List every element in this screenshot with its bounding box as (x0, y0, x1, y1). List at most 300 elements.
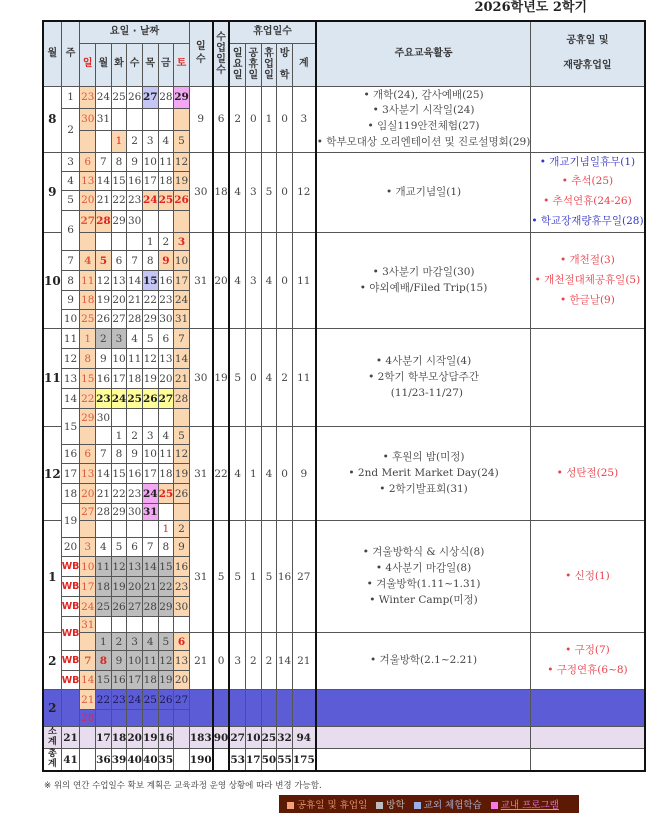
date-cell (158, 617, 174, 633)
date-cell: 26 (158, 690, 174, 710)
vacation-swatch-icon (376, 802, 383, 809)
week-label: 6 (61, 210, 80, 251)
holiday-item: • 구정(7) (565, 644, 610, 657)
header-off-closure: 휴 업 일 (261, 43, 277, 86)
date-cell: 19 (174, 171, 190, 190)
date-cell: 10 (142, 152, 158, 171)
holidays-cell (531, 521, 645, 633)
day-count: 30 (189, 152, 212, 233)
date-cell: 12 (158, 651, 174, 671)
date-cell: 12 (142, 349, 158, 369)
off-closure (261, 690, 277, 727)
off-public: 1 (245, 427, 261, 521)
off-vacation: 0 (277, 152, 293, 233)
date-cell: 1 (158, 521, 174, 538)
date-cell: 29 (142, 310, 158, 329)
total-cell (174, 749, 190, 771)
total-class-days (213, 749, 230, 771)
off-closure: 5 (261, 521, 277, 633)
off-vacation: 2 (277, 329, 293, 427)
academic-calendar-table (42, 20, 646, 772)
total-cell: 35 (158, 749, 174, 771)
date-cell: 21 (127, 291, 143, 310)
subtotal-cell: 18 (111, 727, 127, 749)
activity-item: • 겨울방학식 & 시상식(8) (362, 546, 485, 559)
header-holidays: 공휴일 및 재량휴업일 (531, 21, 645, 86)
off-sunday: 4 (229, 152, 245, 233)
date-cell: 7 (174, 329, 190, 349)
class-days: 18 (213, 152, 230, 233)
subtotal-off: 27 (229, 727, 245, 749)
subtotal-cell (174, 727, 190, 749)
week-row (43, 633, 645, 651)
total-cell: 36 (96, 749, 112, 771)
date-cell: 22 (158, 577, 174, 597)
week-label: 3 (61, 152, 80, 171)
header-fri: 금 (158, 43, 174, 86)
date-cell: 24 (142, 190, 158, 210)
date-cell: 10 (127, 651, 143, 671)
off-vacation: 0 (277, 86, 293, 152)
legend-item-school-program: 교내 프로그램 (491, 797, 559, 811)
week-label: 14 (61, 389, 80, 409)
holiday-item: • 개천절대체공휴일(5) (534, 273, 641, 286)
class-days: 6 (213, 86, 230, 152)
off-total (292, 690, 315, 727)
date-cell: 16 (158, 271, 174, 291)
date-cell: 16 (127, 171, 143, 190)
date-cell: 30 (158, 310, 174, 329)
date-cell (127, 233, 143, 251)
date-cell: 2 (174, 521, 190, 538)
off-closure: 1 (261, 86, 277, 152)
date-cell: 2 (111, 633, 127, 651)
subtotal-class-days: 90 (213, 727, 230, 749)
date-cell: 14 (96, 464, 112, 484)
week-label: WB (61, 557, 80, 577)
subtotal-off: 25 (261, 727, 277, 749)
date-cell: 20 (80, 484, 96, 504)
holidays-cell (531, 233, 645, 329)
date-cell: 19 (111, 577, 127, 597)
week-label: 7 (61, 251, 80, 271)
date-cell: 26 (174, 190, 190, 210)
week-label: 16 (61, 445, 80, 464)
date-cell (174, 108, 190, 130)
date-cell: 10 (80, 557, 96, 577)
date-cell: 2 (127, 130, 143, 152)
date-cell: 17 (127, 671, 143, 690)
week-label: 10 (61, 310, 80, 329)
activity-item: • 후원의 밤(미정) (382, 451, 465, 464)
date-cell: 6 (80, 152, 96, 171)
date-cell: 15 (142, 271, 158, 291)
activity-item: • 겨울방학(1.11~1.31) (366, 577, 481, 590)
activity-item: • 임실119안전체험(27) (367, 120, 480, 132)
date-cell: 21 (80, 690, 96, 710)
date-cell: 25 (158, 190, 174, 210)
date-cell: 5 (158, 633, 174, 651)
date-cell: 26 (96, 310, 112, 329)
total-days: 190 (189, 749, 212, 771)
date-cell: 7 (96, 445, 112, 464)
week-label: 18 (61, 484, 80, 504)
date-cell: 10 (111, 349, 127, 369)
total-week: 41 (61, 749, 80, 771)
week-label (61, 690, 80, 727)
date-cell: 25 (127, 389, 143, 409)
date-cell: 27 (174, 690, 190, 710)
off-closure: 4 (261, 427, 277, 521)
date-cell: 15 (96, 671, 112, 690)
date-cell: 12 (96, 271, 112, 291)
subtotal-off: 10 (245, 727, 261, 749)
date-cell (80, 130, 96, 152)
day-count: 31 (189, 427, 212, 521)
date-cell: 28 (142, 597, 158, 617)
off-sunday: 5 (229, 521, 245, 633)
subtotal-label: 소 계 (43, 727, 61, 749)
week-label: 13 (61, 369, 80, 389)
week-label: 15 (61, 409, 80, 445)
date-cell: 17 (142, 171, 158, 190)
date-cell: 30 (127, 504, 143, 521)
subtotal-activities (316, 727, 531, 749)
date-cell: 9 (96, 349, 112, 369)
header-day-date: 요일 · 날짜 (80, 21, 189, 43)
holidays-cell (531, 633, 645, 690)
date-cell: 27 (127, 597, 143, 617)
header-thu: 목 (142, 43, 158, 86)
holiday-item: • 추석(25) (561, 175, 614, 188)
date-cell: 8 (142, 251, 158, 271)
date-cell (158, 409, 174, 427)
date-cell: 5 (96, 251, 112, 271)
off-vacation: 14 (277, 633, 293, 690)
date-cell: 27 (80, 504, 96, 521)
month-label: 8 (43, 86, 61, 152)
header-day-count: 일 수 (189, 21, 212, 86)
week-row (43, 427, 645, 445)
date-cell: 6 (127, 538, 143, 557)
off-closure: 2 (261, 633, 277, 690)
holiday-item: • 추석연휴(24-26) (543, 195, 632, 208)
legend-item-holiday: 공휴일 및 휴업일 (287, 797, 367, 811)
week-label: 17 (61, 464, 80, 484)
date-cell: 27 (158, 389, 174, 409)
off-public: 0 (245, 86, 261, 152)
day-count: 21 (189, 633, 212, 690)
date-cell (111, 108, 127, 130)
date-cell: 1 (96, 633, 112, 651)
off-vacation: 0 (277, 233, 293, 329)
holidays-cell (531, 427, 645, 521)
date-cell: 9 (174, 538, 190, 557)
date-cell: 14 (96, 171, 112, 190)
activity-item: • 3사분기 마감일(30) (372, 266, 475, 278)
week-row (43, 86, 645, 108)
date-cell (96, 233, 112, 251)
off-vacation: 0 (277, 427, 293, 521)
date-cell: 25 (111, 86, 127, 108)
date-cell: 17 (174, 271, 190, 291)
date-cell: 4 (142, 633, 158, 651)
date-cell: 15 (111, 464, 127, 484)
date-cell: 22 (142, 291, 158, 310)
date-cell: 19 (96, 291, 112, 310)
date-cell: 23 (174, 577, 190, 597)
date-cell (142, 210, 158, 233)
date-cell: 10 (174, 251, 190, 271)
holiday-item: • 구정연휴(6~8) (547, 664, 628, 677)
date-cell: 8 (111, 445, 127, 464)
date-cell: 5 (142, 329, 158, 349)
day-count: 31 (189, 521, 212, 633)
date-cell: 31 (81, 618, 95, 631)
class-days: 20 (213, 233, 230, 329)
week-label: 9 (61, 291, 80, 310)
date-cell (111, 710, 127, 727)
date-cell (111, 521, 127, 538)
holiday-item: • 개천절(3) (560, 253, 615, 266)
subtotal-row (43, 727, 645, 749)
holidays-cell (531, 329, 645, 427)
total-off: 17 (245, 749, 261, 771)
total-activities (316, 749, 531, 771)
date-cell: 21 (96, 484, 112, 504)
date-cell: 31 (96, 108, 112, 130)
date-cell (174, 409, 190, 427)
date-cell: 28 (96, 504, 112, 521)
subtotal-days: 183 (189, 727, 212, 749)
date-cell (158, 108, 174, 130)
date-cell: 23 (80, 86, 96, 108)
week-label: WB (61, 617, 80, 651)
header-wed: 수 (127, 43, 143, 86)
date-cell: 21 (174, 369, 190, 389)
week-label: WB (61, 651, 80, 671)
date-cell: 1 (111, 130, 127, 152)
off-public (245, 690, 261, 727)
date-cell: 27 (142, 86, 158, 108)
week-row (43, 233, 645, 251)
holiday-item: • 신정(1) (565, 569, 610, 582)
date-cell: 23 (96, 389, 112, 409)
date-cell: 8 (96, 651, 112, 671)
day-count (189, 690, 212, 727)
date-cell (96, 710, 112, 727)
date-cell: 16 (111, 671, 127, 690)
date-cell: 5 (174, 427, 190, 445)
date-cell: 23 (158, 291, 174, 310)
off-sunday (229, 690, 245, 727)
date-cell (127, 409, 143, 427)
date-cell: 22 (80, 389, 96, 409)
off-public: 3 (245, 233, 261, 329)
week-label: 5 (61, 190, 80, 210)
week-row (43, 329, 645, 349)
date-cell: 18 (158, 464, 174, 484)
off-sunday: 5 (229, 329, 245, 427)
class-days: 5 (213, 521, 230, 633)
date-cell: 26 (174, 484, 190, 504)
date-cell: 5 (111, 538, 127, 557)
off-total: 21 (292, 633, 315, 690)
total-off: 175 (292, 749, 315, 771)
footnote: ※ 위의 연간 수업일수 확보 계획은 교육과정 운영 상황에 따라 변경 가능함. (44, 781, 322, 791)
activities-cell (316, 633, 531, 690)
activities-cell (316, 690, 531, 727)
total-holidays (531, 749, 645, 771)
date-cell: 19 (174, 464, 190, 484)
activities-cell (316, 233, 531, 329)
date-cell: 28 (127, 310, 143, 329)
date-cell: 4 (96, 538, 112, 557)
activity-item: • 2nd Merit Market Day(24) (348, 466, 499, 479)
date-cell (142, 409, 158, 427)
field-trip-swatch-icon (414, 802, 421, 809)
date-cell: 7 (96, 152, 112, 171)
date-cell (158, 504, 174, 521)
date-cell: 15 (80, 369, 96, 389)
week-label: 8 (61, 271, 80, 291)
class-days: 22 (213, 427, 230, 521)
school-program-swatch-icon (491, 802, 498, 809)
date-cell: 12 (111, 557, 127, 577)
date-cell: 6 (111, 251, 127, 271)
activities-cell (316, 329, 531, 427)
month-label: 10 (43, 233, 61, 329)
total-cell (80, 749, 96, 771)
date-cell (96, 521, 112, 538)
holiday-swatch-icon (287, 802, 294, 809)
date-cell: 24 (174, 291, 190, 310)
date-cell (96, 617, 112, 633)
header-class-days: 수 업 일 수 (213, 21, 230, 86)
date-cell: 3 (127, 633, 143, 651)
day-count: 9 (189, 86, 212, 152)
date-cell (158, 710, 174, 727)
header-off-vacation: 방 학 (277, 43, 293, 86)
class-days: 0 (213, 633, 230, 690)
date-cell: 6 (174, 633, 190, 651)
date-cell: 24 (80, 597, 96, 617)
date-cell (127, 108, 143, 130)
date-cell: 2 (127, 427, 143, 445)
date-cell: 30 (80, 108, 96, 130)
off-vacation (277, 690, 293, 727)
month-label: 2 (43, 633, 61, 690)
date-cell (127, 617, 143, 633)
total-off: 55 (277, 749, 293, 771)
activity-item: • 학부모대상 오리엔테이션 및 진로설명회(29) (316, 135, 531, 148)
header-week: 주 (61, 21, 80, 86)
date-cell: 9 (127, 445, 143, 464)
subtotal-holidays (531, 727, 645, 749)
activity-item: • 4사분기 마감일(8) (375, 562, 472, 574)
date-cell: 2 (96, 329, 112, 349)
date-cell: 17 (111, 369, 127, 389)
date-cell: 8 (111, 152, 127, 171)
date-cell: 10 (142, 445, 158, 464)
date-cell: 18 (96, 577, 112, 597)
date-cell: 12 (174, 152, 190, 171)
date-cell: 11 (142, 651, 158, 671)
date-cell (127, 521, 143, 538)
off-total: 12 (292, 152, 315, 233)
date-cell: 8 (158, 538, 174, 557)
date-cell (174, 710, 190, 727)
date-cell: 13 (80, 171, 96, 190)
week-label: 4 (61, 171, 80, 190)
activity-item: • 야외예배/Filed Trip(15) (359, 281, 488, 294)
date-cell: 31 (174, 310, 190, 329)
date-cell: 13 (127, 557, 143, 577)
date-cell: 25 (158, 484, 174, 504)
date-cell: 29 (80, 409, 96, 427)
week-row (43, 521, 645, 538)
date-cell: 15 (111, 171, 127, 190)
activities-cell (316, 152, 531, 233)
date-cell: 22 (111, 190, 127, 210)
date-cell: 7 (142, 538, 158, 557)
off-sunday: 2 (229, 86, 245, 152)
date-cell (142, 521, 158, 538)
date-cell: 29 (111, 210, 127, 233)
date-cell (111, 617, 127, 633)
date-cell: 23 (111, 690, 127, 710)
legend (279, 795, 579, 813)
subtotal-cell: 16 (158, 727, 174, 749)
date-cell: 23 (127, 190, 143, 210)
header-mon: 월 (96, 43, 112, 86)
date-cell (96, 427, 112, 445)
activities-cell (316, 521, 531, 633)
holiday-item: • 개교기념일휴무(1) (539, 155, 636, 168)
week-label: WB (61, 577, 80, 597)
date-cell: 18 (80, 291, 96, 310)
holiday-item: • 학교장재량휴무일(28) (531, 215, 644, 228)
activity-item: • 2학기 학부모상담주간 (368, 370, 479, 383)
week-label: 12 (61, 349, 80, 369)
date-cell: 11 (158, 445, 174, 464)
date-cell: 24 (142, 484, 158, 504)
off-public: 0 (245, 329, 261, 427)
date-cell (80, 633, 96, 651)
date-cell: 16 (96, 369, 112, 389)
activity-item: • 3사분기 시작일(24) (372, 104, 475, 117)
date-cell: 1 (142, 233, 158, 251)
date-cell: 15 (158, 557, 174, 577)
activities-cell (316, 86, 531, 152)
date-cell (96, 130, 112, 152)
week-label: WB (61, 671, 80, 690)
header-sat: 토 (174, 43, 190, 86)
activity-item: • Winter Camp(미정) (369, 593, 478, 606)
day-count: 30 (189, 329, 212, 427)
date-cell (174, 504, 190, 521)
date-cell: 22 (111, 484, 127, 504)
date-cell: 13 (174, 651, 190, 671)
off-public: 1 (245, 521, 261, 633)
off-total: 27 (292, 521, 315, 633)
date-cell: 28 (80, 710, 96, 727)
off-public: 2 (245, 633, 261, 690)
date-cell: 22 (96, 690, 112, 710)
off-closure: 5 (261, 152, 277, 233)
subtotal-cell: 17 (96, 727, 112, 749)
date-cell: 24 (111, 389, 127, 409)
